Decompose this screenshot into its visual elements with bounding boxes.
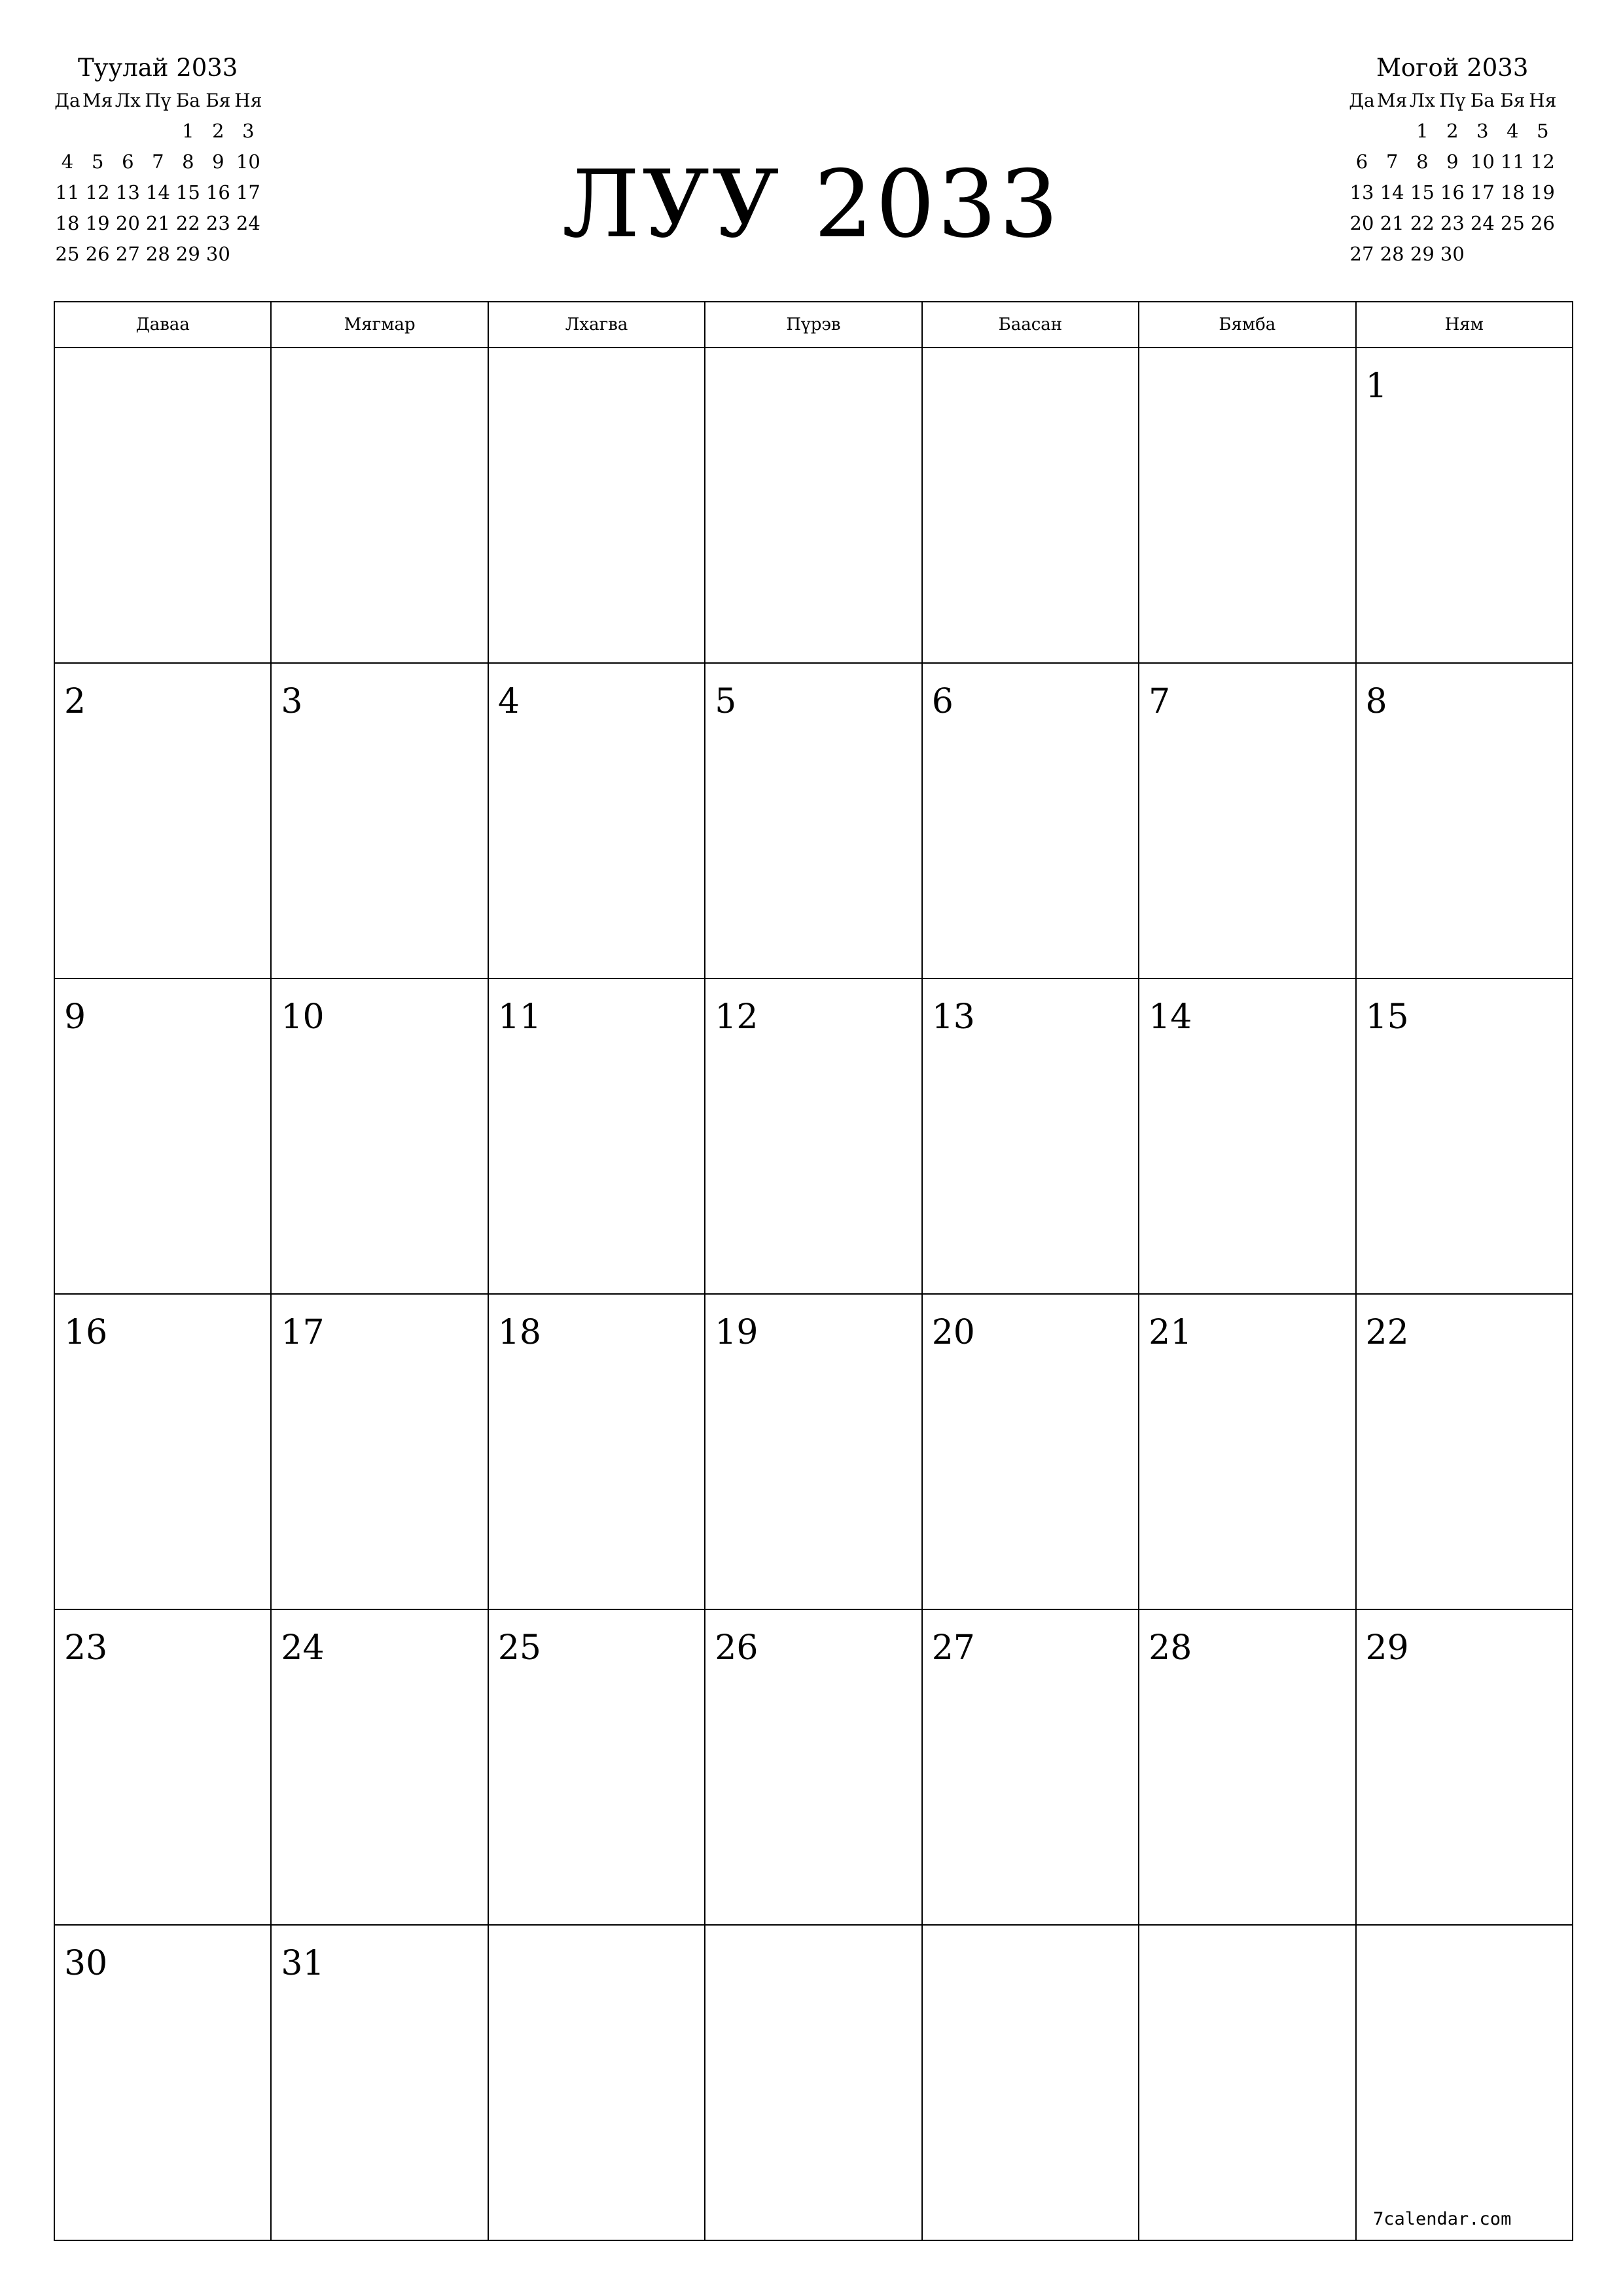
mini-day: 7 (1385, 151, 1399, 173)
mini-weekday: Пү (1439, 90, 1466, 111)
mini-day (113, 116, 143, 147)
mini-day (143, 116, 173, 147)
day-number: 4 (497, 682, 520, 721)
day-cell[interactable] (1139, 1609, 1355, 1925)
day-number: 11 (497, 997, 542, 1037)
mini-day: 4 (61, 151, 74, 173)
mini-day: 26 (1530, 212, 1555, 234)
day-cell[interactable] (271, 1925, 488, 2240)
mini-weekday: Пү (145, 90, 171, 111)
mini-day: 8 (182, 151, 194, 173)
day-number: 10 (281, 997, 325, 1037)
weekday-header: Ням (1356, 302, 1573, 348)
mini-day: 23 (205, 212, 230, 234)
day-cell[interactable] (54, 663, 271, 978)
day-number: 23 (64, 1628, 108, 1668)
day-number: 13 (931, 997, 975, 1037)
day-number: 8 (1365, 682, 1387, 721)
mini-day: 22 (175, 212, 200, 234)
mini-day: 15 (1410, 181, 1435, 204)
week-row (54, 1609, 1573, 1925)
mini-week-row (1347, 116, 1558, 147)
day-cell[interactable] (1356, 1609, 1573, 1925)
mini-day: 16 (205, 181, 230, 204)
mini-weekday: Ня (234, 90, 262, 111)
day-cell[interactable] (488, 348, 705, 663)
day-number: 9 (64, 997, 86, 1037)
day-number: 26 (715, 1628, 758, 1668)
day-cell[interactable] (1139, 663, 1355, 978)
mini-day: 7 (152, 151, 164, 173)
weekday-header: Даваа (54, 302, 271, 348)
day-cell[interactable] (271, 1294, 488, 1609)
mini-day: 27 (1349, 243, 1374, 265)
mini-day: 21 (1380, 212, 1404, 234)
page-title: ЛУУ 2033 (562, 151, 1061, 259)
day-cell[interactable] (922, 1925, 1139, 2240)
mini-day: 2 (1446, 120, 1459, 142)
mini-weekday: Ба (175, 90, 200, 111)
day-cell[interactable] (705, 663, 921, 978)
day-number: 30 (64, 1944, 108, 1983)
mini-day: 12 (1530, 151, 1555, 173)
mini-day: 3 (242, 120, 255, 142)
day-number: 16 (64, 1313, 108, 1352)
weekday-header: Пүрэв (705, 302, 921, 348)
day-number: 15 (1365, 997, 1409, 1037)
mini-day: 25 (1500, 212, 1525, 234)
mini-day: 2 (212, 120, 224, 142)
day-cell[interactable] (1356, 348, 1573, 663)
mini-day: 25 (55, 243, 80, 265)
mini-day: 29 (1410, 243, 1435, 265)
day-cell[interactable] (922, 348, 1139, 663)
day-cell[interactable] (54, 1925, 271, 2240)
day-number: 21 (1149, 1313, 1192, 1352)
day-cell[interactable] (1356, 1925, 1573, 2240)
mini-weekday: Ба (1470, 90, 1495, 111)
week-row (54, 663, 1573, 978)
day-number: 27 (931, 1628, 975, 1668)
mini-day: 18 (55, 212, 80, 234)
mini-day: 20 (115, 212, 140, 234)
day-number: 28 (1149, 1628, 1192, 1668)
day-number: 3 (281, 682, 303, 721)
mini-day: 19 (85, 212, 110, 234)
mini-day: 22 (1410, 212, 1435, 234)
mini-day (1377, 116, 1407, 147)
day-cell[interactable] (488, 1925, 705, 2240)
mini-day: 20 (1349, 212, 1374, 234)
mini-day: 14 (1380, 181, 1404, 204)
mini-day (82, 116, 113, 147)
day-cell[interactable] (1139, 1294, 1355, 1609)
day-cell[interactable] (922, 663, 1139, 978)
day-number: 6 (931, 682, 954, 721)
week-row (54, 348, 1573, 663)
mini-week-row (52, 116, 263, 147)
mini-weekday: Бя (1500, 90, 1525, 111)
day-number: 31 (281, 1944, 325, 1983)
mini-weekday: Мя (1377, 90, 1408, 111)
mini-weekday-row (52, 85, 263, 116)
week-row (54, 1925, 1573, 2240)
mini-day: 8 (1416, 151, 1429, 173)
day-number: 12 (715, 997, 758, 1037)
day-number: 18 (497, 1313, 542, 1352)
day-cell[interactable] (705, 1294, 921, 1609)
mini-day: 28 (145, 243, 170, 265)
mini-day: 13 (1349, 181, 1374, 204)
day-number: 17 (281, 1313, 325, 1352)
day-cell[interactable] (488, 663, 705, 978)
mini-day: 23 (1440, 212, 1465, 234)
day-cell[interactable] (488, 978, 705, 1294)
mini-day: 9 (1446, 151, 1459, 173)
day-cell[interactable] (922, 978, 1139, 1294)
mini-day: 28 (1380, 243, 1404, 265)
mini-calendar-title: Туулай 2033 (77, 54, 238, 82)
day-cell[interactable] (271, 978, 488, 1294)
mini-day: 13 (115, 181, 140, 204)
mini-day: 16 (1440, 181, 1465, 204)
mini-day: 24 (236, 212, 260, 234)
day-cell[interactable] (922, 1609, 1139, 1925)
mini-day: 21 (145, 212, 170, 234)
week-row (54, 978, 1573, 1294)
mini-day: 24 (1470, 212, 1495, 234)
day-cell[interactable] (488, 1609, 705, 1925)
day-number: 5 (715, 682, 737, 721)
day-number: 22 (1365, 1313, 1409, 1352)
mini-day: 9 (212, 151, 224, 173)
mini-day: 4 (1507, 120, 1519, 142)
mini-day: 30 (1440, 243, 1465, 265)
day-cell[interactable] (705, 1925, 921, 2240)
weekday-header: Лхагва (488, 302, 705, 348)
month-grid (54, 301, 1573, 2241)
mini-day: 6 (1355, 151, 1368, 173)
mini-weekday: Да (54, 90, 80, 111)
day-number: 29 (1365, 1628, 1409, 1668)
day-cell[interactable] (705, 348, 921, 663)
day-cell[interactable] (54, 348, 271, 663)
day-cell[interactable] (271, 1609, 488, 1925)
day-cell[interactable] (1356, 663, 1573, 978)
day-cell[interactable] (705, 978, 921, 1294)
day-number: 14 (1149, 997, 1192, 1037)
mini-day: 18 (1500, 181, 1525, 204)
mini-weekday: Бя (205, 90, 231, 111)
day-cell[interactable] (705, 1609, 921, 1925)
weekday-header: Баасан (922, 302, 1139, 348)
mini-weekday: Лх (1409, 90, 1435, 111)
mini-day: 30 (205, 243, 230, 265)
mini-day: 1 (182, 120, 194, 142)
day-cell[interactable] (271, 348, 488, 663)
mini-day (1347, 116, 1377, 147)
day-number: 2 (64, 682, 86, 721)
day-cell[interactable] (1139, 348, 1355, 663)
mini-day: 5 (91, 151, 104, 173)
day-cell[interactable] (271, 663, 488, 978)
weekday-header-row (54, 302, 1573, 348)
mini-day: 17 (236, 181, 260, 204)
day-cell[interactable] (1356, 978, 1573, 1294)
mini-day: 17 (1470, 181, 1495, 204)
mini-day: 29 (175, 243, 200, 265)
day-number: 19 (715, 1313, 758, 1352)
day-cell[interactable] (488, 1294, 705, 1609)
week-row (54, 1294, 1573, 1609)
watermark: 7calendar.com (1373, 2209, 1512, 2229)
day-cell[interactable] (922, 1294, 1139, 1609)
day-number: 20 (931, 1313, 975, 1352)
weekday-header: Мягмар (271, 302, 488, 348)
day-cell[interactable] (1139, 978, 1355, 1294)
day-cell[interactable] (54, 978, 271, 1294)
mini-day: 27 (115, 243, 140, 265)
month-days (54, 348, 1573, 2240)
mini-day (52, 116, 82, 147)
mini-calendar-title: Могой 2033 (1376, 54, 1529, 82)
day-number: 7 (1149, 682, 1171, 721)
mini-day: 3 (1476, 120, 1489, 142)
day-cell[interactable] (1139, 1925, 1355, 2240)
mini-day: 11 (55, 181, 80, 204)
day-number: 24 (281, 1628, 325, 1668)
day-cell[interactable] (1356, 1294, 1573, 1609)
mini-day: 11 (1500, 151, 1525, 173)
mini-weekday: Ня (1529, 90, 1557, 111)
mini-day: 14 (145, 181, 170, 204)
mini-day: 1 (1416, 120, 1429, 142)
mini-weekday: Мя (82, 90, 113, 111)
mini-weekday: Лх (115, 90, 141, 111)
mini-day: 19 (1530, 181, 1555, 204)
mini-day: 10 (1470, 151, 1495, 173)
day-number: 25 (497, 1628, 542, 1668)
mini-weekday: Да (1349, 90, 1375, 111)
mini-day: 26 (85, 243, 110, 265)
mini-day: 5 (1537, 120, 1549, 142)
mini-day: 12 (85, 181, 110, 204)
mini-day: 10 (236, 151, 260, 173)
day-cell[interactable] (54, 1609, 271, 1925)
mini-day: 15 (175, 181, 200, 204)
day-number: 1 (1365, 367, 1387, 406)
mini-day: 6 (122, 151, 134, 173)
day-cell[interactable] (54, 1294, 271, 1609)
mini-weekday-row (1347, 85, 1558, 116)
weekday-header: Бямба (1139, 302, 1355, 348)
